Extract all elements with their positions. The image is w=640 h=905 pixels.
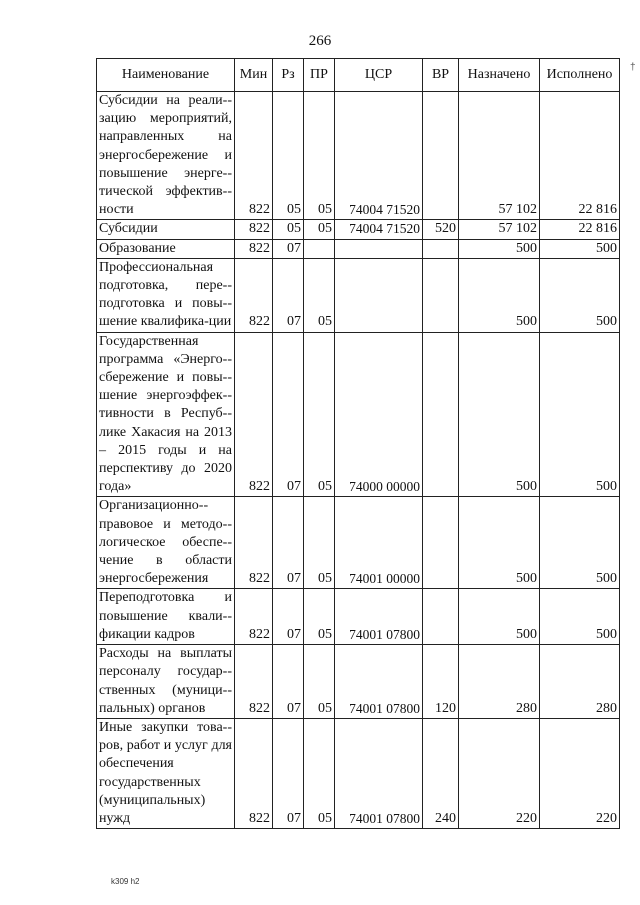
row-assigned: 280 xyxy=(459,645,540,719)
row-name: Субсидии на реали-зацию мероприятий, направленных на энергосбережение и повышение энерге-тической эффектив-ности xyxy=(97,92,235,220)
row-vr xyxy=(423,239,459,258)
row-min: 822 xyxy=(235,258,273,332)
row-pr: 05 xyxy=(304,92,335,220)
row-rz: 05 xyxy=(273,220,304,239)
row-min: 822 xyxy=(235,497,273,589)
row-min: 822 xyxy=(235,645,273,719)
row-min: 822 xyxy=(235,718,273,828)
row-pr: 05 xyxy=(304,718,335,828)
row-rz: 07 xyxy=(273,239,304,258)
row-assigned: 500 xyxy=(459,258,540,332)
row-pr xyxy=(304,239,335,258)
row-assigned: 500 xyxy=(459,332,540,497)
row-name: Образование xyxy=(97,239,235,258)
row-rz: 05 xyxy=(273,92,304,220)
row-assigned: 220 xyxy=(459,718,540,828)
row-vr xyxy=(423,589,459,645)
row-name: Расходы на выплаты персоналу государ-ственных (муници-пальных) органов xyxy=(97,645,235,719)
table-row xyxy=(97,220,620,239)
row-csr: 74004 71520 xyxy=(335,220,423,239)
row-csr xyxy=(335,258,423,332)
row-name: Субсидии xyxy=(97,220,235,239)
row-assigned: 57 102 xyxy=(459,220,540,239)
row-min: 822 xyxy=(235,332,273,497)
row-pr: 05 xyxy=(304,589,335,645)
row-csr: 74001 07800 xyxy=(335,718,423,828)
budget-table xyxy=(96,58,620,829)
row-vr: 520 xyxy=(423,220,459,239)
row-rz: 07 xyxy=(273,332,304,497)
row-assigned: 500 xyxy=(459,497,540,589)
row-pr: 05 xyxy=(304,332,335,497)
header-row xyxy=(97,59,620,92)
table-row xyxy=(97,239,620,258)
row-name: Переподготовка и повышение квали-фикации кадров xyxy=(97,589,235,645)
table-row xyxy=(97,645,620,719)
row-assigned: 57 102 xyxy=(459,92,540,220)
row-rz: 07 xyxy=(273,645,304,719)
header-csr: ЦСР xyxy=(335,59,423,92)
row-pr: 05 xyxy=(304,497,335,589)
row-vr xyxy=(423,332,459,497)
row-executed: 280 xyxy=(540,645,620,719)
table-row xyxy=(97,332,620,497)
row-vr xyxy=(423,258,459,332)
row-executed: 22 816 xyxy=(540,220,620,239)
row-min: 822 xyxy=(235,589,273,645)
table-row xyxy=(97,258,620,332)
footer-code: k309 h2 xyxy=(111,877,140,886)
row-executed: 500 xyxy=(540,589,620,645)
table-row xyxy=(97,718,620,828)
row-csr xyxy=(335,239,423,258)
table-row xyxy=(97,497,620,589)
row-min: 822 xyxy=(235,92,273,220)
row-assigned: 500 xyxy=(459,239,540,258)
row-csr: 74001 00000 xyxy=(335,497,423,589)
row-rz: 07 xyxy=(273,589,304,645)
row-vr: 240 xyxy=(423,718,459,828)
row-pr: 05 xyxy=(304,220,335,239)
row-vr: 120 xyxy=(423,645,459,719)
row-rz: 07 xyxy=(273,258,304,332)
row-executed: 22 816 xyxy=(540,92,620,220)
row-vr xyxy=(423,497,459,589)
row-executed: 500 xyxy=(540,239,620,258)
table-row xyxy=(97,92,620,220)
row-min: 822 xyxy=(235,220,273,239)
row-min: 822 xyxy=(235,239,273,258)
header-vr: ВР xyxy=(423,59,459,92)
table-row xyxy=(97,589,620,645)
row-rz: 07 xyxy=(273,497,304,589)
row-name: Государственная программа «Энерго-сбережение и повы-шение энергоэффек-тивности в Респуб-лике Хакасия на 2013 – 2015 годы и на перспективу до 2020 года» xyxy=(97,332,235,497)
row-executed: 500 xyxy=(540,497,620,589)
row-name: Профессиональная подготовка, пере-подготовка и повы-шение квалифика-ции xyxy=(97,258,235,332)
header-pr: ПР xyxy=(304,59,335,92)
row-name: Иные закупки това-ров, работ и услуг для обеспечения государственных (муниципальных) нужд xyxy=(97,718,235,828)
page-number: 266 xyxy=(308,33,332,49)
header-name: Наименование xyxy=(97,59,235,92)
row-executed: 500 xyxy=(540,258,620,332)
row-assigned: 500 xyxy=(459,589,540,645)
row-csr: 74004 71520 xyxy=(335,92,423,220)
row-vr xyxy=(423,92,459,220)
row-csr: 74000 00000 xyxy=(335,332,423,497)
row-executed: 220 xyxy=(540,718,620,828)
header-rz: Рз xyxy=(273,59,304,92)
header-executed: Исполнено xyxy=(540,59,620,92)
row-pr: 05 xyxy=(304,645,335,719)
row-executed: 500 xyxy=(540,332,620,497)
margin-mark: † xyxy=(630,62,636,73)
row-pr: 05 xyxy=(304,258,335,332)
header-assigned: Назначено xyxy=(459,59,540,92)
row-name: Организационно-правовое и методо-логическое обеспе-чение в области энергосбережения xyxy=(97,497,235,589)
header-min: Мин xyxy=(235,59,273,92)
row-csr: 74001 07800 xyxy=(335,589,423,645)
row-rz: 07 xyxy=(273,718,304,828)
row-csr: 74001 07800 xyxy=(335,645,423,719)
